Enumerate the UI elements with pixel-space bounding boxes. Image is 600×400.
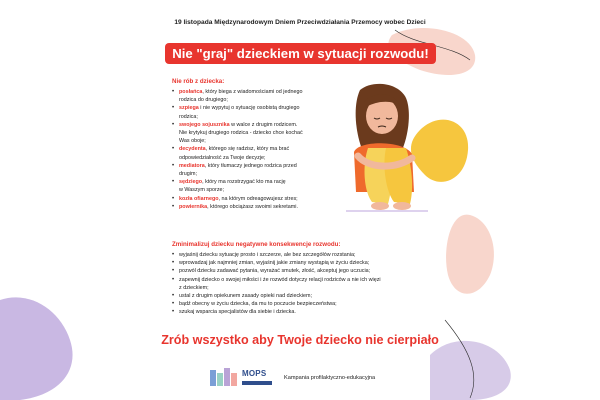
- list-item: [172, 186, 352, 194]
- list-item: [172, 308, 412, 316]
- item-text: i nie wypytuj o sytuację osobistą drugiego: [198, 105, 300, 112]
- list-item: [172, 88, 352, 96]
- list-item: [172, 203, 352, 211]
- section1-heading: Nie rób z dziecka:: [172, 78, 225, 85]
- list-item: [172, 259, 412, 267]
- item-text: pozwól dziecku zadawać pytania, wyrażać smutek, złość, akceptuj jego uczucia;: [179, 268, 371, 275]
- list-item: [172, 292, 412, 300]
- keyword: szpiega: [179, 105, 199, 112]
- list-item: [172, 121, 352, 129]
- item-text: , którego się radzisz, który ma brać: [205, 146, 290, 153]
- title-banner: Nie "graj" dzieckiem w sytuacji rozwodu!: [165, 43, 436, 64]
- list-item: [172, 178, 352, 186]
- list-item: [172, 137, 352, 145]
- item-text: drugim;: [179, 171, 197, 178]
- list-item: [172, 195, 352, 203]
- item-text: , który tłumaczy jednego rodzica przed: [204, 162, 297, 169]
- list-item: [172, 284, 412, 292]
- header-text: 19 listopada Międzynarodowym Dniem Przeciwdziałania Przemocy wobec Dzieci: [174, 19, 426, 26]
- section2-heading: Zminimalizuj dziecku negatywne konsekwencje rozwodu:: [172, 241, 341, 248]
- item-text: z dzieckiem;: [179, 284, 209, 291]
- peach-blob-right: [446, 215, 494, 294]
- item-text: , który ma rozstrzygać kto ma rację: [202, 179, 286, 186]
- list-item: [172, 104, 352, 112]
- list-item: [172, 170, 352, 178]
- item-text: Nie krytykuj drugiego rodzica - dziecko chce kochać: [179, 130, 303, 137]
- list-item: [172, 113, 352, 121]
- item-text: w Waszym sporze;: [179, 187, 225, 194]
- item-text: , na którym odreagowujesz stres;: [218, 195, 298, 202]
- item-text: szukaj wsparcia specjalistów dla siebie i dziecka.: [179, 309, 296, 316]
- item-text: wprowadzaj jak najmniej zmian, wyjaśnij jakie zmiany wystąpią w życiu dziecka;: [179, 260, 370, 267]
- list-item: [172, 300, 412, 308]
- item-text: rodzica;: [179, 113, 198, 120]
- item-text: wyjaśnij dziecku sytuację prosto i szczerze, ale bez szczegółów rozstania;: [179, 252, 356, 258]
- keyword: decydenta: [179, 146, 206, 153]
- slogan: Zrób wszystko aby Twoje dziecko nie cierpiało: [161, 333, 439, 347]
- campaign-text: Kampania profilaktyczno-edukacyjna: [284, 375, 376, 381]
- logo-text: MOPS: [242, 369, 267, 378]
- list-item: [172, 251, 412, 259]
- item-text: Was oboje;: [179, 138, 206, 145]
- list-item: [172, 154, 352, 162]
- sad-girl-illustration: [342, 82, 432, 217]
- item-text: zapewnij dziecko o swojej miłości i że rozwód dotyczy relacji rodziców a nie ich więzi: [179, 276, 381, 283]
- purple-blob-left: [0, 297, 73, 400]
- list-item: [172, 267, 412, 275]
- list-item: [172, 162, 352, 170]
- item-text: w walce z drugim rodzicem.: [229, 121, 298, 128]
- keyword: powiernika: [179, 203, 208, 210]
- keyword: mediatora: [179, 162, 205, 169]
- section1-list: [172, 88, 352, 211]
- keyword: sędziego: [179, 179, 203, 186]
- keyword: kozła ofiarnego: [179, 195, 219, 202]
- item-text: bądź obecny w życiu dziecka, da mu to poczucie bezpieczeństwa;: [179, 301, 337, 308]
- purple-blob-bottom: [430, 341, 511, 400]
- item-text: ustal z drugim opiekunem zasady opieki nad dzieckiem;: [179, 293, 313, 300]
- section2-list: [172, 251, 412, 317]
- item-text: , którego obciążasz swoimi sekretami.: [207, 203, 298, 210]
- item-text: rodzica do drugiego;: [179, 97, 228, 104]
- keyword: posłańca: [179, 89, 203, 95]
- item-text: , który biega z wiadomościami od jednego: [202, 89, 303, 95]
- list-item: [172, 129, 352, 137]
- list-item: [172, 145, 352, 153]
- list-item: [172, 276, 412, 284]
- item-text: odpowiedzialność za Twoje decyzje;: [179, 154, 266, 161]
- list-item: [172, 96, 352, 104]
- keyword: swojego sojusznika: [179, 121, 230, 128]
